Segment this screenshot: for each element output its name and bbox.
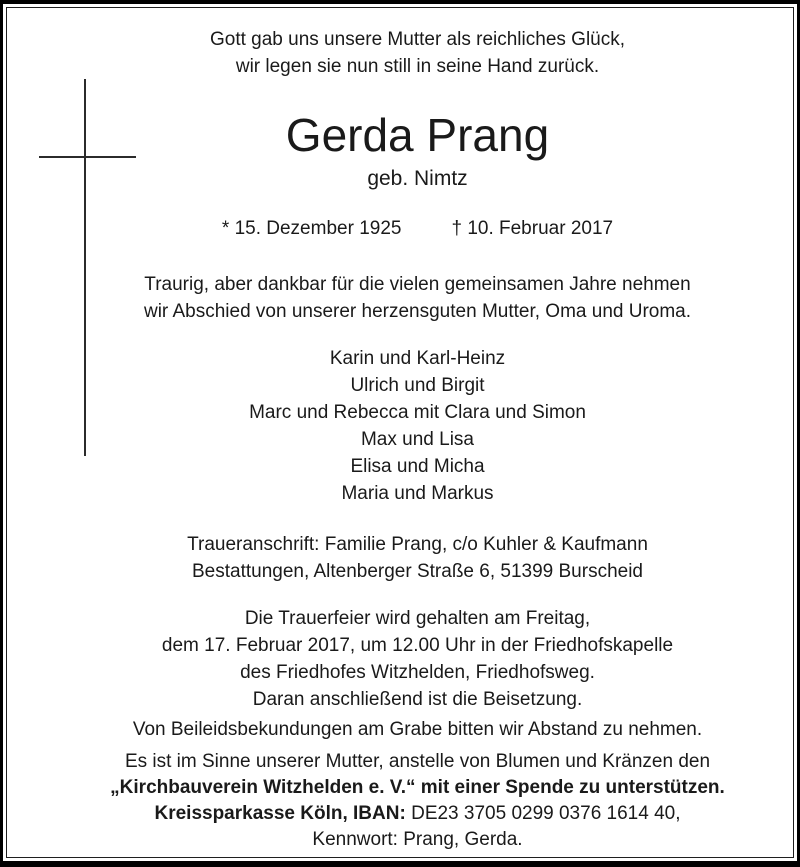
donation-association: „Kirchbauverein Witzhelden e. V.“ mit einer Spende zu unterstützen. <box>110 777 725 798</box>
mourner-name: Karin und Karl-Heinz <box>329 348 506 369</box>
address-line: Bestattungen, Altenberger Straße 6, 51399 Burscheid <box>191 561 644 582</box>
death-date: † 10. Februar 2017 <box>451 218 614 239</box>
birth-date: * 15. Dezember 1925 <box>221 218 402 239</box>
service-line: Daran anschließend ist die Beisetzung. <box>252 689 583 710</box>
mourner-name: Elisa und Micha <box>350 456 485 477</box>
service-line: Die Trauerfeier wird gehalten am Freitag, <box>244 608 591 629</box>
maiden-name: geb. Nimtz <box>367 167 468 190</box>
condolence-note: Von Beileidsbekundungen am Grabe bitten wir Abstand zu nehmen. <box>132 719 703 740</box>
mourner-name: Max und Lisa <box>360 429 474 450</box>
intro-paragraph <box>44 271 791 325</box>
bank-line <box>44 801 791 827</box>
mourner-name: Maria und Markus <box>341 483 494 504</box>
mourner-name: Marc und Rebecca mit Clara und Simon <box>249 402 586 423</box>
donation-line: Es ist im Sinne unserer Mutter, anstelle von Blumen und Kränzen den <box>124 751 711 772</box>
address-line: Traueranschrift: Familie Prang, c/o Kuhler & Kaufmann <box>187 534 648 555</box>
donation-info <box>44 749 791 853</box>
epigraph <box>44 26 791 80</box>
keyword-line: Kennwort: Prang, Gerda. <box>312 829 523 850</box>
deceased-name: Gerda Prang <box>285 109 550 161</box>
service-line: des Friedhofes Witzhelden, Friedhofsweg. <box>240 662 595 683</box>
obituary-content <box>44 0 791 853</box>
intro-line: Traurig, aber dankbar für die vielen gemeinsamen Jahre nehmen <box>144 274 691 295</box>
mourning-address <box>44 531 791 585</box>
mourner-name: Ulrich und Birgit <box>350 375 485 396</box>
bank-name: Kreissparkasse Köln, IBAN: <box>154 803 406 824</box>
service-line: dem 17. Februar 2017, um 12.00 Uhr in der Friedhofskapelle <box>161 635 674 656</box>
iban-number: DE23 3705 0299 0376 1614 40, <box>405 803 681 824</box>
funeral-service-info <box>44 605 791 713</box>
intro-line: wir Abschied von unserer herzensguten Mutter, Oma und Uroma. <box>143 301 692 322</box>
mourners-list <box>44 345 791 507</box>
epigraph-line: wir legen sie nun still in seine Hand zurück. <box>235 56 600 77</box>
epigraph-line: Gott gab uns unsere Mutter als reichliches Glück, <box>209 29 626 50</box>
life-dates <box>44 215 791 242</box>
